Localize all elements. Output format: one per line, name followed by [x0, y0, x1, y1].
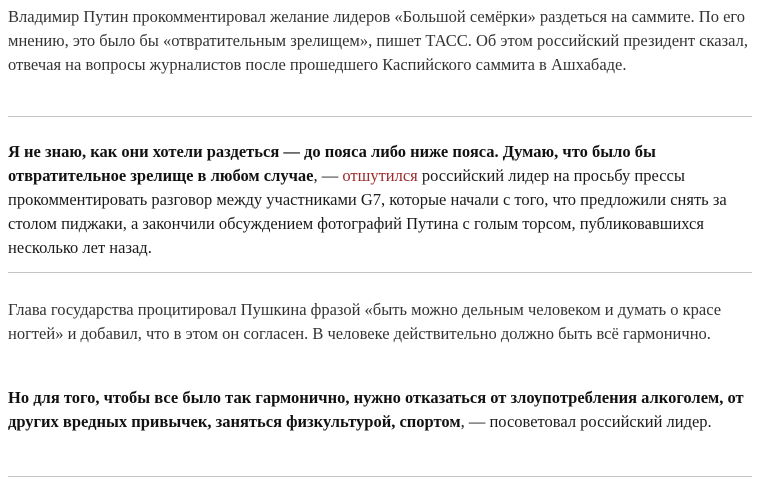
quote-divider-bottom	[8, 272, 752, 273]
quote-2-bold-text: Но для того, чтобы все было так гармонично, нужно отказаться от злоупотребления алкоголем, от других вредных привычек, заняться физкультурой, спортом	[8, 388, 744, 431]
quote-2-rest-text: , — посоветовал российский лидер.	[460, 412, 712, 431]
quote-paragraph-2	[8, 386, 744, 434]
article-end-divider	[8, 476, 752, 477]
pushkin-paragraph: Глава государства процитировал Пушкина фразой «быть можно дельным человеком и думать о красе ногтей» и добавил, что в этом он согласен. В человеке действительно должно быть всё гармонично.	[8, 300, 722, 343]
quote-divider-top	[8, 116, 752, 117]
quote-paragraph-1	[8, 140, 744, 260]
quote-1-bold-text: Я не знаю, как они хотели раздеться — до пояса либо ниже пояса. Думаю, что было бы отвратительное зрелище в любом случае	[8, 142, 656, 185]
quote-1-source-link[interactable]: отшутился	[342, 166, 418, 185]
intro-paragraph: Владимир Путин прокомментировал желание лидеров «Большой семёрки» раздеться на саммите. По его мнению, это было бы «отвратительным зрелищем», пишет ТАСС. Об этом российский президент сказал, отвечая на вопросы журналистов после прошедшего Каспийского саммита в Ашхабаде.	[8, 7, 748, 74]
quote-1-rest-text: российский лидер на просьбу прессы прокомментировать разговор между участниками G7, которые начали с того, что предложили снять за столом пиджаки, а закончили обсуждением фотографий Путина с голым торсом, публиковавшихся несколько лет назад.	[8, 166, 727, 257]
quote-1-separator: , —	[313, 166, 343, 185]
